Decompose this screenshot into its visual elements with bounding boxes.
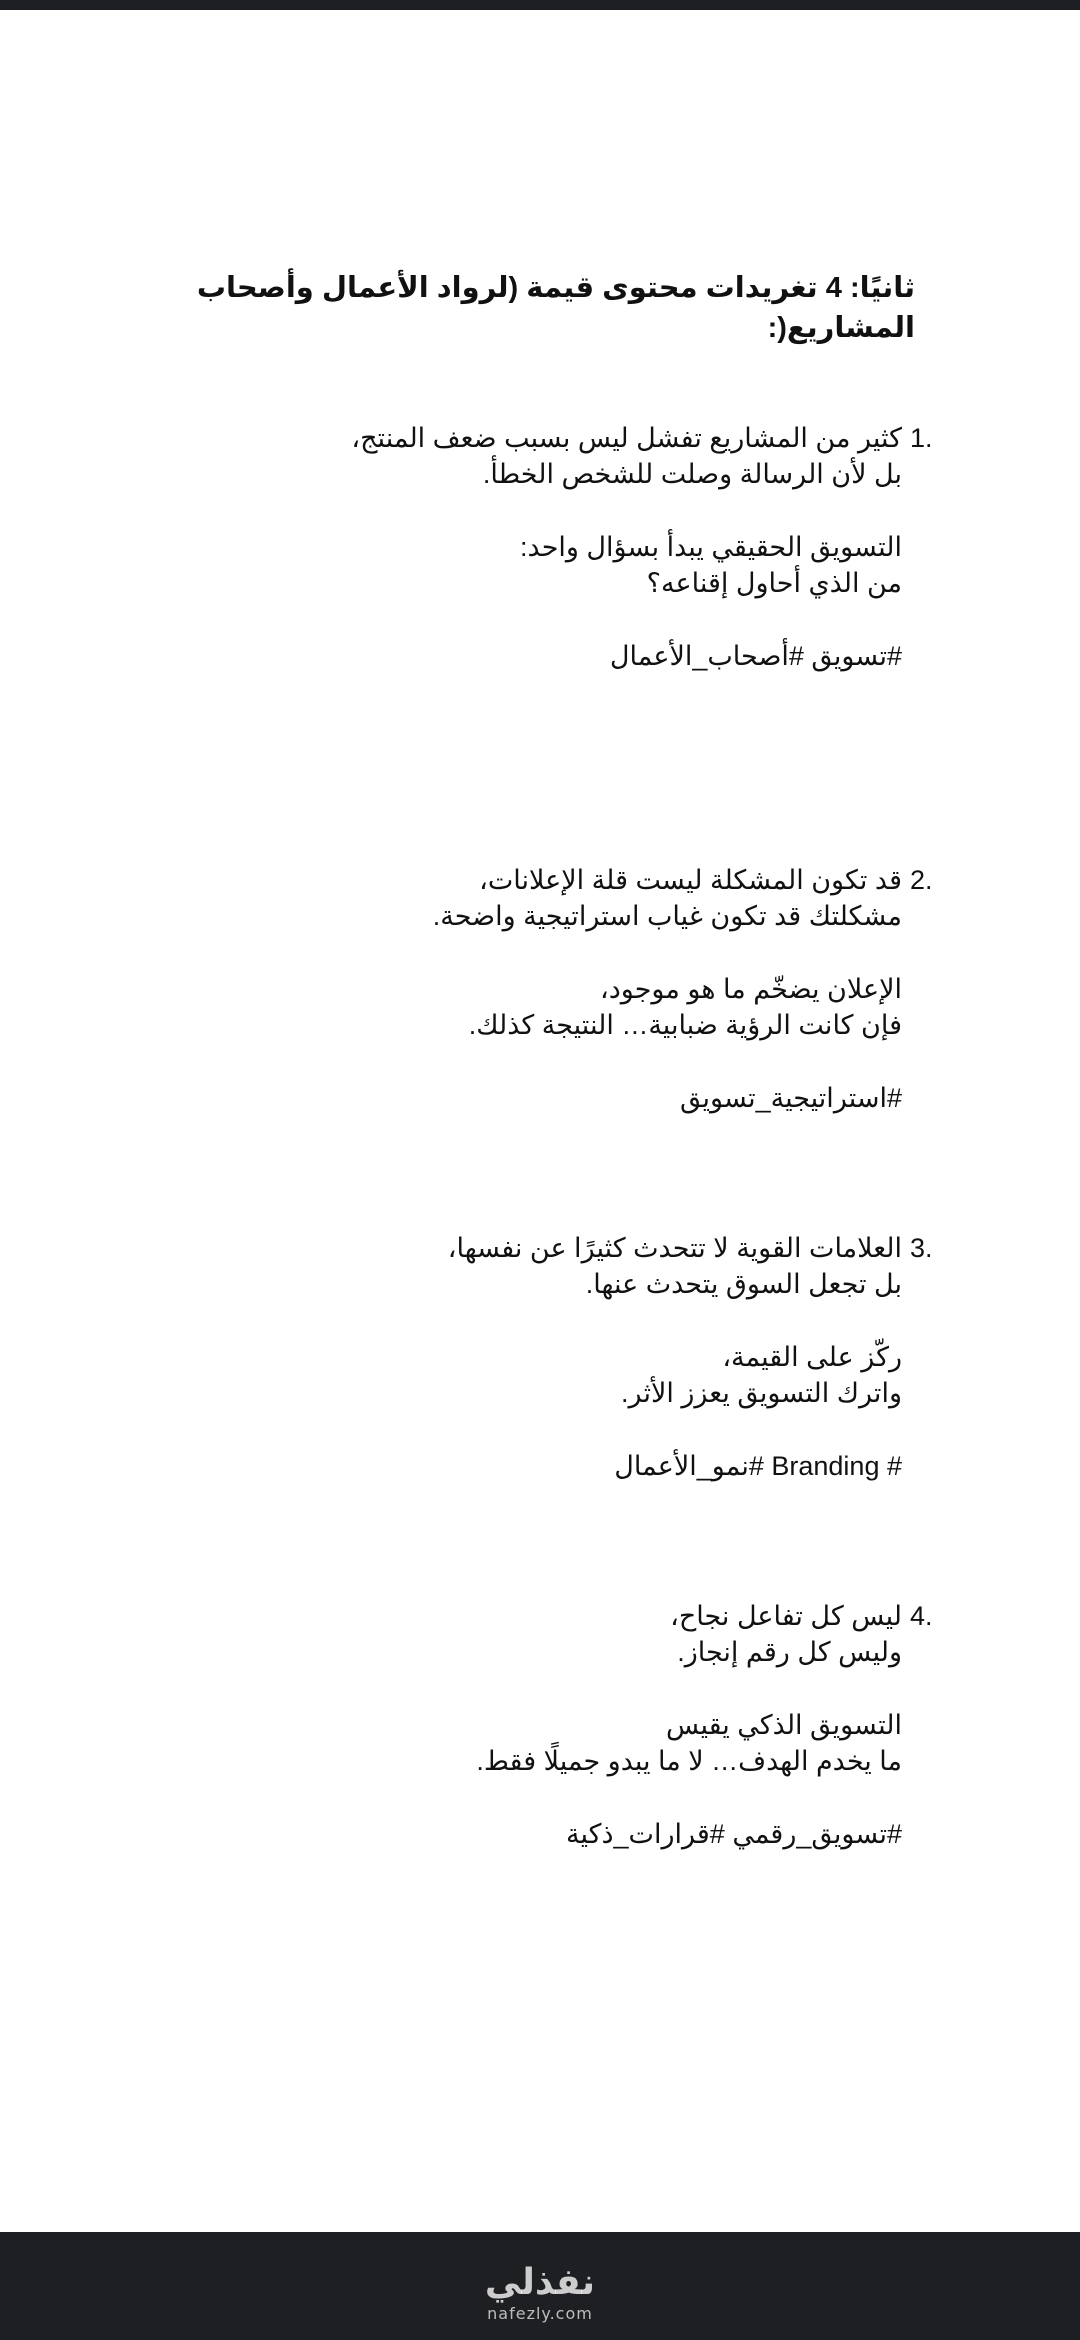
tweet-hashtags: #استراتيجية_تسويق — [680, 1083, 902, 1113]
tweet-line: التسويق الحقيقي يبدأ بسؤال واحد: — [520, 532, 902, 562]
tweet-item — [182, 862, 933, 1116]
top-bar — [0, 0, 1080, 10]
watermark-url: nafezly.com — [487, 2304, 593, 2323]
tweet-line: التسويق الذكي يقيس — [666, 1710, 902, 1740]
tweet-line: ركّز على القيمة، — [722, 1342, 902, 1372]
tweet-hashtags: #تسويق #أصحاب_الأعمال — [609, 641, 902, 671]
document-heading: ثانيًا: 4 تغريدات محتوى قيمة (لرواد الأعمال وأصحاب المشاريع(: — [196, 272, 915, 344]
tweet-line: من الذي أحاول إقناعه؟ — [646, 568, 902, 598]
watermark — [0, 2262, 1080, 2324]
tweet-line: بل تجعل السوق يتحدث عنها. — [585, 1269, 902, 1299]
tweet-line: الإعلان يضخّم ما هو موجود، — [600, 974, 902, 1004]
tweet-line: كثير من المشاريع تفشل ليس بسبب ضعف المنتج، — [351, 423, 902, 453]
tweet-number: 3. — [910, 1233, 933, 1263]
tweet-item — [182, 1598, 933, 1852]
tweet-paragraph — [182, 971, 902, 1043]
tweet-line: ليس كل تفاعل نجاح، — [670, 1601, 902, 1631]
watermark-logo: نفذلي — [484, 2262, 596, 2303]
tweet-paragraph — [182, 1598, 902, 1670]
tweet-line: ما يخدم الهدف… لا ما يبدو جميلًا فقط. — [476, 1746, 902, 1776]
tweet-number: 1. — [910, 423, 933, 453]
tweet-number: 2. — [910, 865, 933, 895]
tweet-line: واترك التسويق يعزز الأثر. — [621, 1378, 902, 1408]
tweet-item — [182, 1230, 933, 1484]
tweet-paragraph — [182, 420, 902, 492]
tweet-line: قد تكون المشكلة ليست قلة الإعلانات، — [479, 865, 902, 895]
tweet-number: 4. — [910, 1601, 933, 1631]
tweet-paragraph — [182, 1230, 902, 1302]
tweet-hashtags: #تسويق_رقمي #قرارات_ذكية — [566, 1819, 902, 1849]
tweet-hashtags: # Branding #نمو_الأعمال — [614, 1451, 902, 1481]
tweet-paragraph — [182, 1707, 902, 1779]
tweet-line: بل لأن الرسالة وصلت للشخص الخطأ. — [482, 459, 902, 489]
tweet-line: العلامات القوية لا تتحدث كثيرًا عن نفسها، — [447, 1233, 902, 1263]
tweet-paragraph — [182, 862, 902, 934]
tweet-paragraph — [182, 529, 902, 601]
tweet-paragraph — [182, 1339, 902, 1411]
tweet-line: وليس كل رقم إنجاز. — [677, 1637, 902, 1667]
tweet-item — [182, 420, 933, 674]
document-page — [0, 10, 1080, 2230]
tweet-line: مشكلتك قد تكون غياب استراتيجية واضحة. — [432, 901, 902, 931]
tweet-line: فإن كانت الرؤية ضبابية… النتيجة كذلك. — [468, 1010, 902, 1040]
